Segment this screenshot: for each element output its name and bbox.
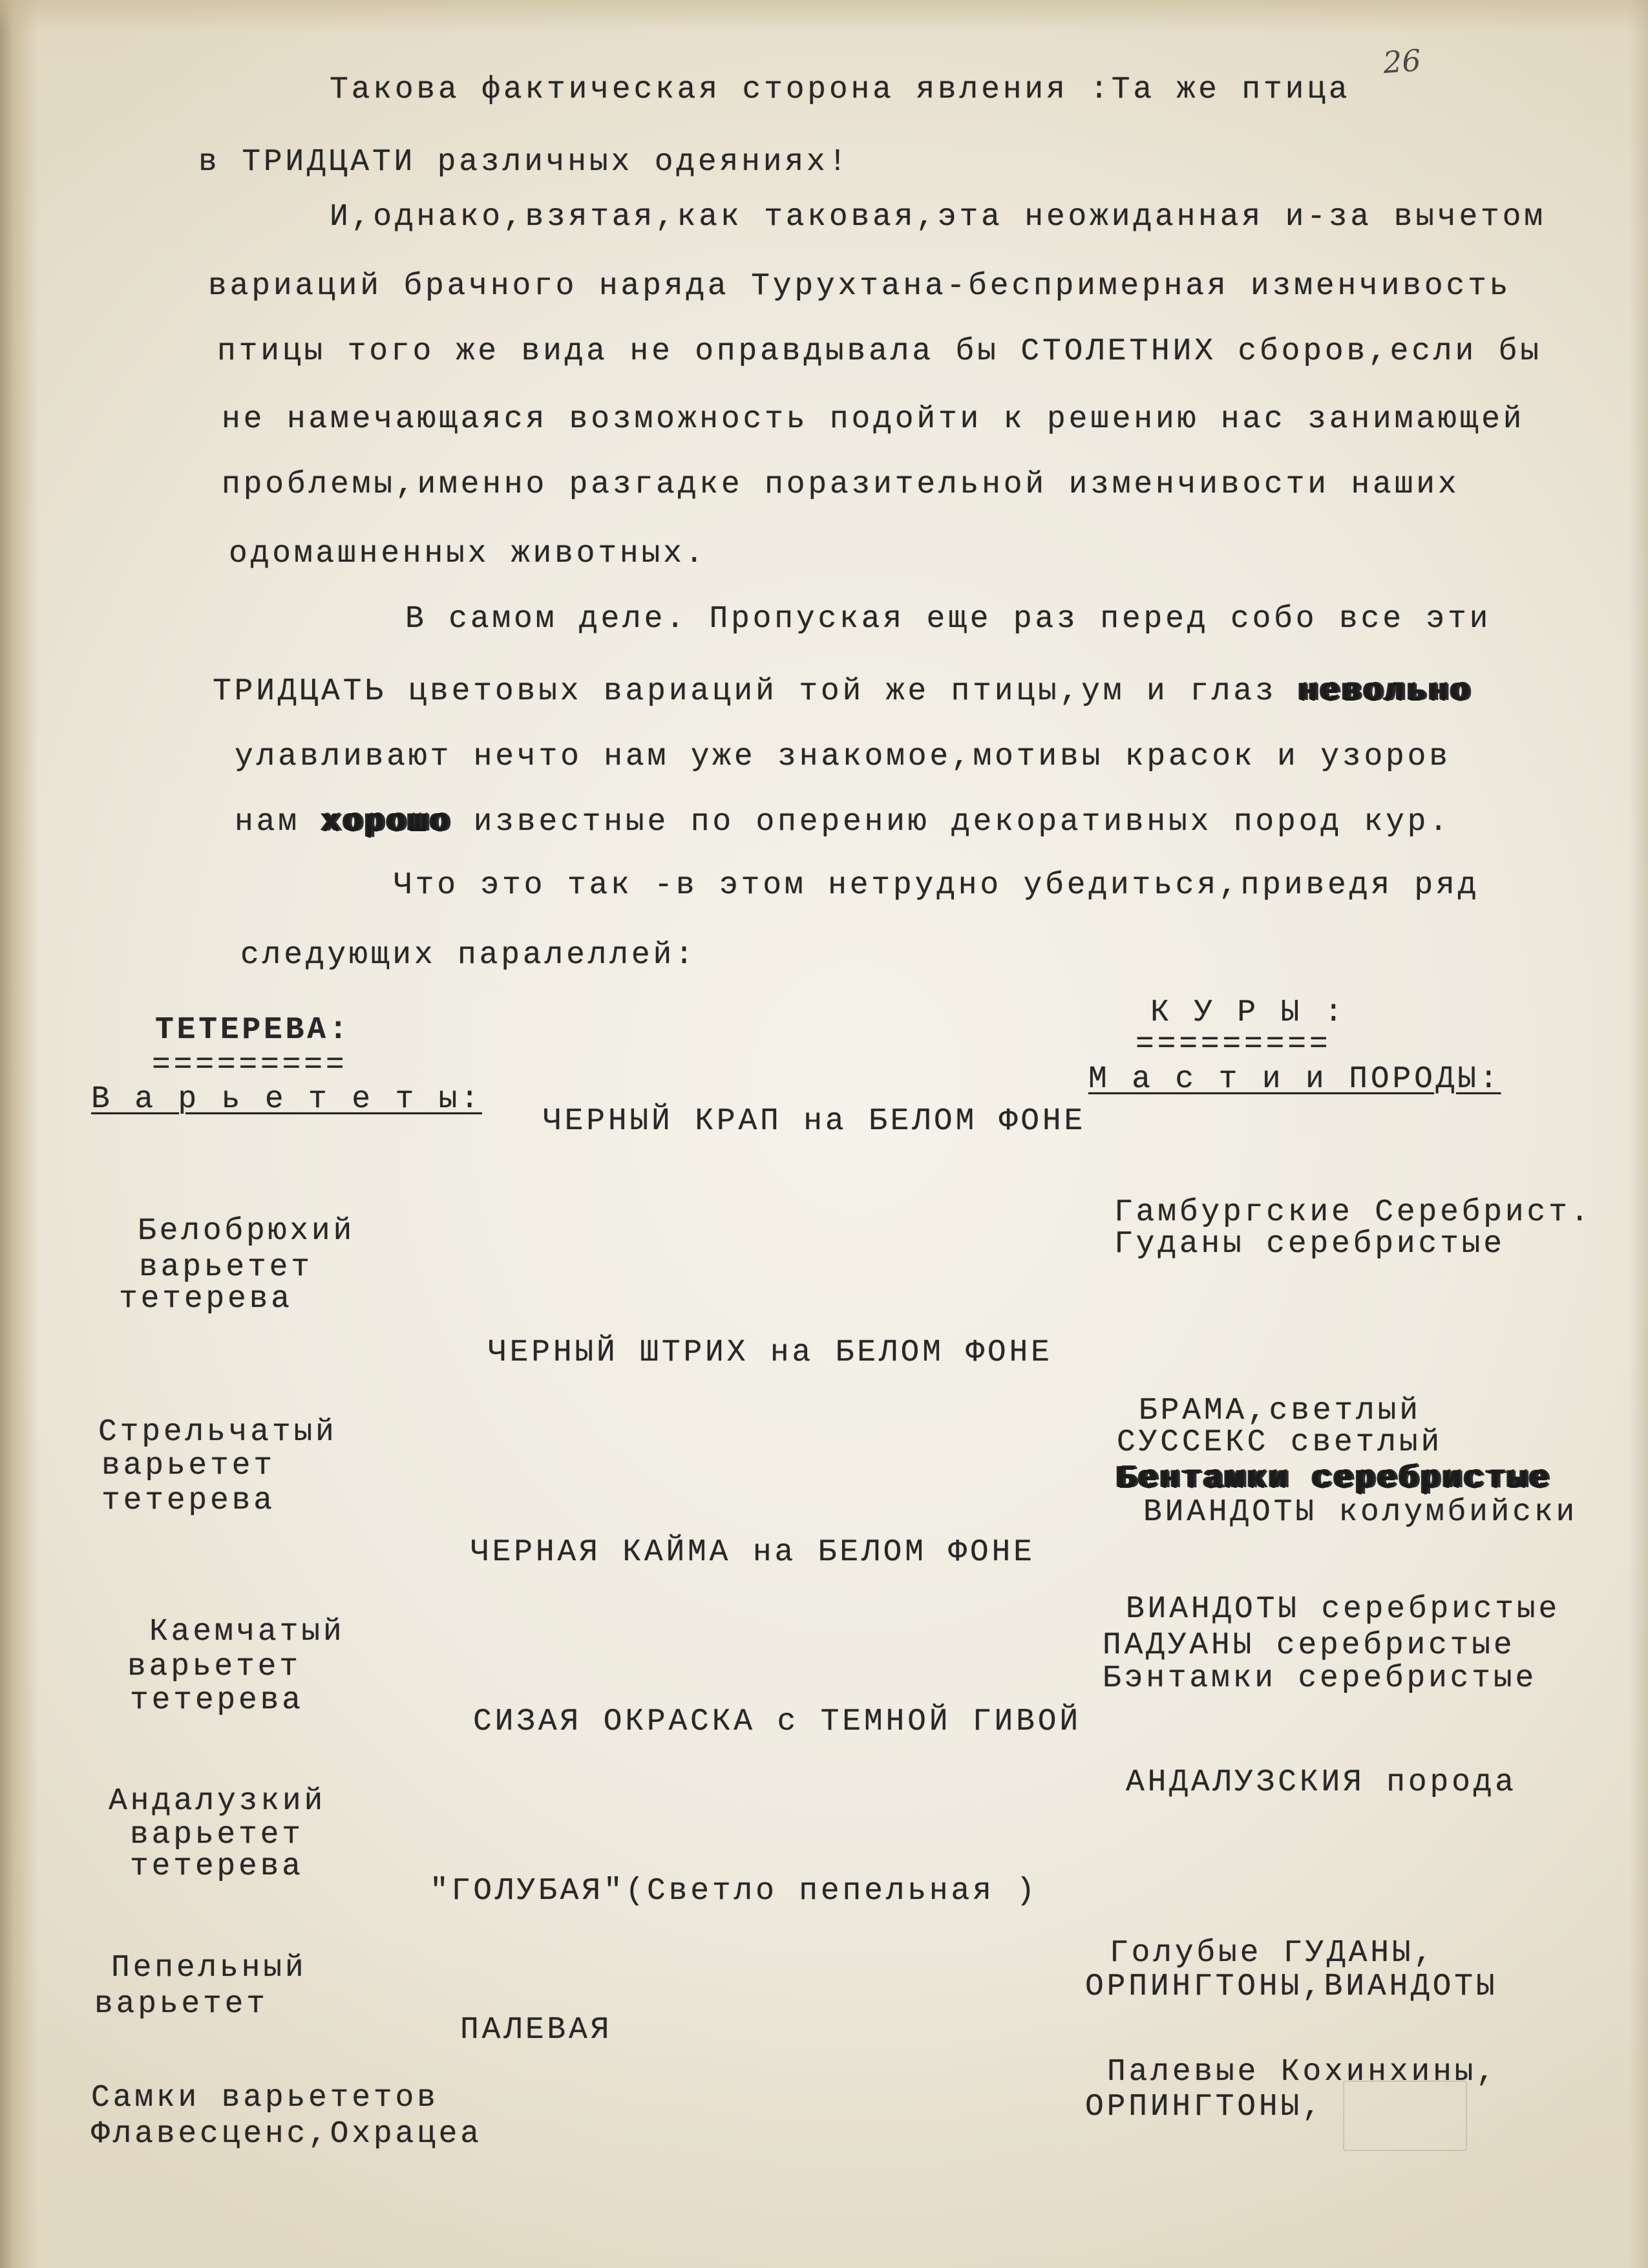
- fowl-breed: ПАДУАНЫ серебристые: [1103, 1628, 1516, 1663]
- grouse-variety: варьетет: [139, 1250, 313, 1285]
- right-column-title: К У Р Ы :: [1150, 995, 1346, 1030]
- grouse-variety: Пепельный: [111, 1951, 307, 1986]
- color-pattern-heading: ЧЕРНАЯ КАЙМА на БЕЛОМ ФОНЕ: [470, 1535, 1035, 1570]
- color-pattern-heading: ЧЕРНЫЙ КРАП на БЕЛОМ ФОНЕ: [543, 1104, 1086, 1139]
- body-line: вариаций брачного наряда Турухтана-беспримерная изменчивость: [208, 269, 1512, 304]
- grouse-variety: Самки варьететов: [91, 2081, 439, 2115]
- body-line: следующих паралеллей:: [240, 938, 697, 973]
- color-pattern-heading: "ГОЛУБАЯ"(Светло пепельная ): [430, 1874, 1038, 1909]
- fowl-breed: СУССЕКС светлый: [1117, 1425, 1443, 1460]
- page-number: 26: [1382, 43, 1422, 80]
- body-line-text: нам: [235, 805, 322, 840]
- body-line-text: известные по оперению декоративных пород кур.: [452, 805, 1451, 840]
- overtyped-word: хорошо: [321, 805, 452, 840]
- left-column-title: ТЕТЕРЕВА:: [155, 1013, 351, 1048]
- body-line-text: ТРИДЦАТЬ цветовых вариаций той же птицы,ум и глаз: [213, 674, 1299, 709]
- body-line: Что это так -в этом нетрудно убедиться,приведя ряд: [394, 868, 1480, 903]
- left-column-rule: =========: [152, 1048, 348, 1083]
- grouse-variety: Каемчатый: [149, 1615, 345, 1649]
- left-column-subtitle: В а р ь е т е т ы:: [91, 1082, 482, 1117]
- fowl-breed-overtyped: Бентамки серебристые: [1117, 1461, 1552, 1496]
- grouse-variety: Стрельчатый: [98, 1415, 337, 1450]
- fowl-breed: Бэнтамки серебристые: [1103, 1661, 1537, 1696]
- fowl-breed: Гамбургские Серебрист.: [1114, 1195, 1592, 1230]
- right-column-rule: =========: [1136, 1027, 1331, 1062]
- body-line: одомашненных животных.: [229, 536, 707, 571]
- fowl-breed: ОРПИНГТОНЫ,ВИАНДОТЫ: [1085, 1969, 1498, 2004]
- right-edge-shade: [1629, 0, 1648, 2268]
- fowl-breed: ОРПИНГТОНЫ,: [1085, 2090, 1324, 2125]
- archive-stamp: [1343, 2081, 1467, 2151]
- fowl-breed: ВИАНДОТЫ колумбийски: [1143, 1495, 1578, 1530]
- body-line: [235, 807, 1451, 838]
- body-line: Такова фактическая сторона явления :Та же птица: [330, 72, 1351, 107]
- grouse-variety: варьетет: [130, 1818, 304, 1852]
- grouse-variety: Андалузкий: [109, 1784, 326, 1819]
- binding-edge: [0, 0, 39, 2268]
- grouse-variety: Флавесценс,Охрацеа: [91, 2117, 482, 2152]
- color-pattern-heading: ПАЛЕВАЯ: [460, 2013, 613, 2048]
- grouse-variety: тетерева: [130, 1849, 304, 1884]
- grouse-variety: варьетет: [127, 1649, 301, 1684]
- body-line: птицы того же вида не оправдывала бы СТОЛЕТНИХ сборов,если бы: [217, 334, 1542, 369]
- body-line: в ТРИДЦАТИ различных одеяниях!: [198, 145, 850, 180]
- grouse-variety: тетерева: [119, 1282, 293, 1317]
- overtyped-word: невольно: [1298, 674, 1473, 709]
- color-pattern-heading: СИЗАЯ ОКРАСКА с ТЕМНОЙ ГИВОЙ: [473, 1704, 1081, 1739]
- grouse-variety: тетерева: [101, 1483, 275, 1518]
- grouse-variety: варьетет: [94, 1987, 268, 2022]
- body-line: не намечающаяся возможность подойти к решению нас занимающей: [222, 402, 1525, 437]
- grouse-variety: Белобрюхий: [138, 1214, 355, 1249]
- fowl-breed: ВИАНДОТЫ серебристые: [1126, 1592, 1561, 1627]
- fowl-breed: АНДАЛУЗСКИЯ порода: [1126, 1765, 1517, 1800]
- body-line: улавливают нечто нам уже знакомое,мотивы красок и узоров: [235, 739, 1451, 774]
- fowl-breed: Голубые ГУДАНЫ,: [1110, 1936, 1436, 1971]
- right-column-subtitle: М а с т и и ПОРОДЫ:: [1088, 1062, 1501, 1097]
- top-edge-stain: [0, 0, 1648, 32]
- fowl-breed: Гуданы серебристые: [1114, 1227, 1505, 1262]
- body-line: В самом деле. Пропуская еще раз перед собо все эти: [405, 602, 1492, 637]
- color-pattern-heading: ЧЕРНЫЙ ШТРИХ на БЕЛОМ ФОНЕ: [488, 1335, 1053, 1370]
- body-line: [213, 676, 1472, 707]
- body-line: И,однако,взятая,как таковая,эта неожиданная и-за вычетом: [330, 200, 1546, 235]
- fowl-breed: Палевые Кохинхины,: [1107, 2055, 1498, 2090]
- grouse-variety: варьетет: [101, 1448, 275, 1483]
- fowl-breed: БРАМА,светлый: [1139, 1394, 1421, 1428]
- body-line: проблемы,именно разгадке поразительной изменчивости наших: [222, 467, 1460, 502]
- grouse-variety: тетерева: [130, 1683, 304, 1718]
